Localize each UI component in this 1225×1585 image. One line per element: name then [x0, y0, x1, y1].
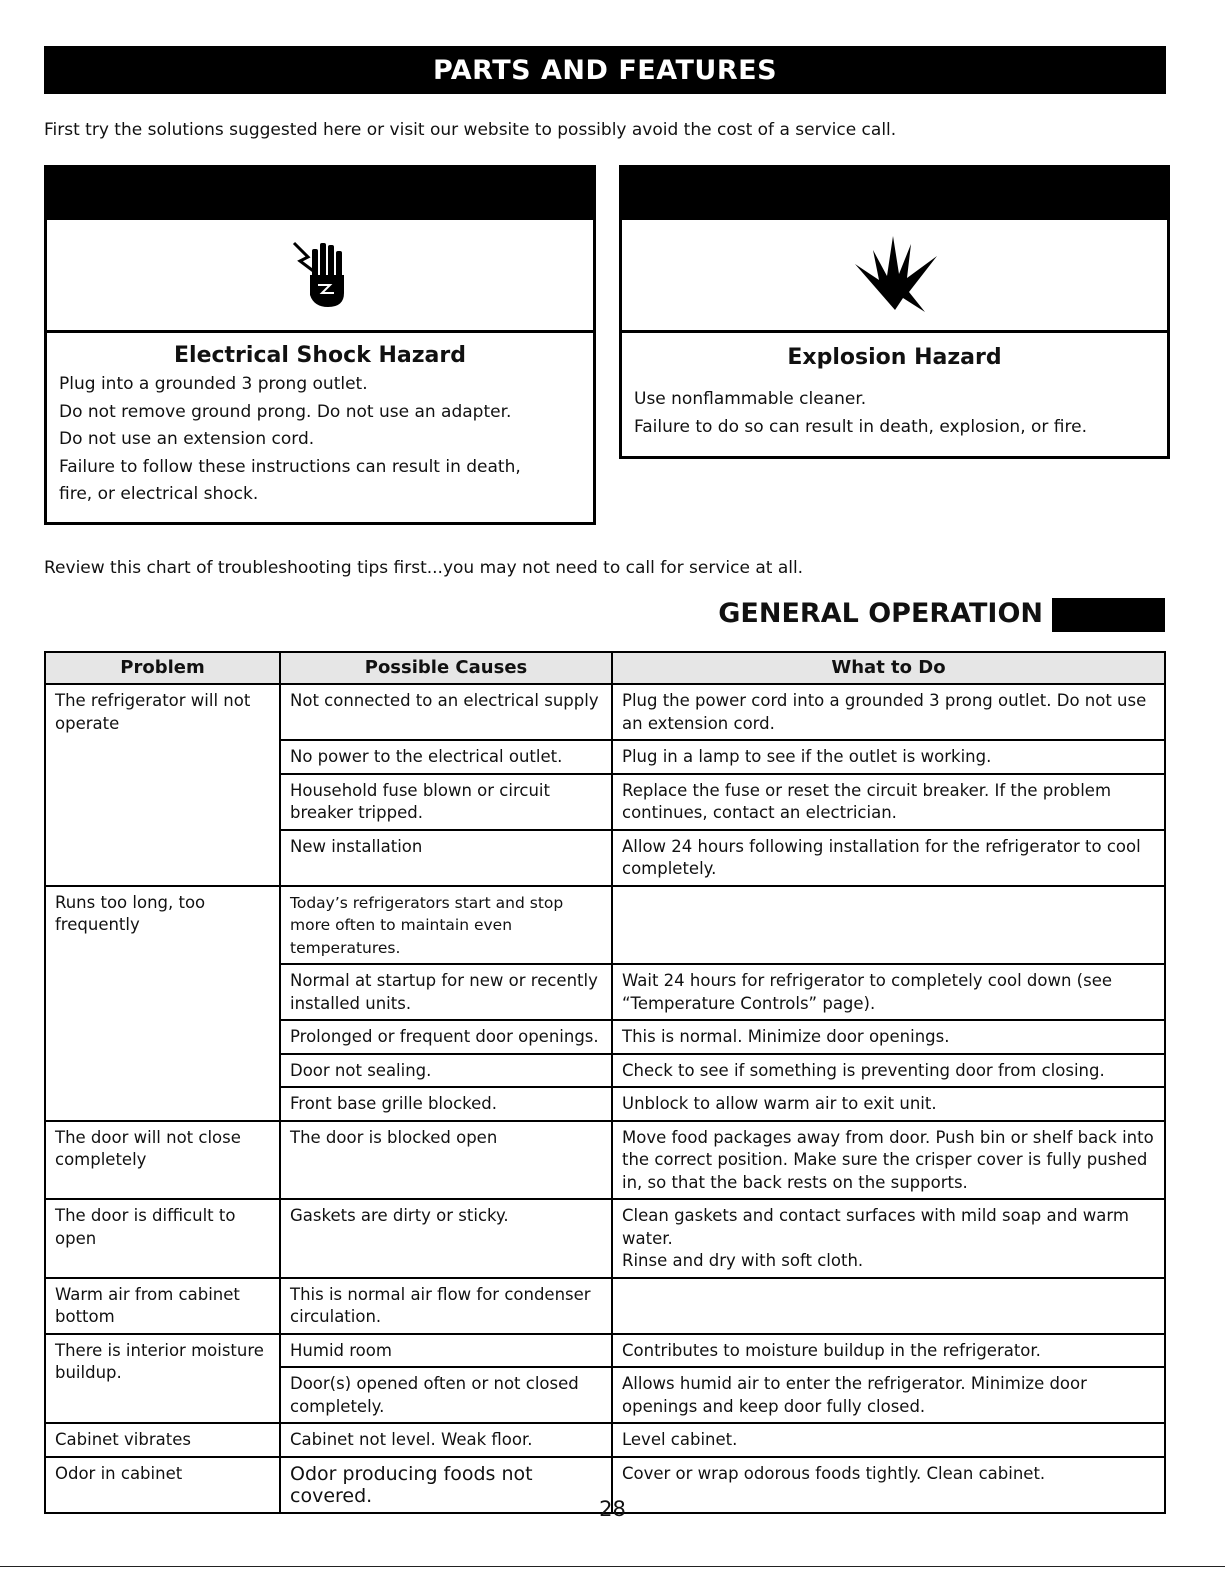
solution-cell: Allows humid air to enter the refrigerator. Minimize door openings and keep door fully closed. — [612, 1367, 1165, 1423]
electrical-shock-hand-icon — [290, 235, 350, 315]
table-row — [45, 1334, 1165, 1368]
table-row — [45, 1121, 1165, 1200]
cause-cell: Normal at startup for new or recently installed units. — [280, 964, 612, 1020]
section-title-bar — [1052, 598, 1165, 632]
problem-cell: Warm air from cabinet bottom — [45, 1278, 280, 1334]
warning-line: fire, or electrical shock. — [59, 484, 259, 504]
problem-cell: The door will not close completely — [45, 1121, 280, 1200]
troubleshooting-table — [44, 651, 1166, 1514]
cause-cell: This is normal air flow for condenser circulation. — [280, 1278, 612, 1334]
solution-cell: This is normal. Minimize door openings. — [612, 1020, 1165, 1054]
review-text: Review this chart of troubleshooting tips first...you may not need to call for service at all. — [44, 558, 804, 578]
table-row — [45, 1278, 1165, 1334]
table-row — [45, 1423, 1165, 1457]
solution-cell: Unblock to allow warm air to exit unit. — [612, 1087, 1165, 1121]
cause-cell: New installation — [280, 830, 612, 886]
problem-cell: Odor in cabinet — [45, 1457, 280, 1513]
warning-line: Failure to do so can result in death, explosion, or fire. — [634, 417, 1087, 437]
cause-cell: The door is blocked open — [280, 1121, 612, 1200]
cause-cell: Odor producing foods not covered. — [280, 1457, 612, 1513]
solution-cell — [612, 886, 1165, 965]
solution-cell — [612, 1278, 1165, 1334]
page-title-bar — [44, 46, 1166, 94]
table-row — [45, 1199, 1165, 1278]
problem-cell: Runs too long, too frequently — [45, 886, 280, 1121]
cause-cell: Humid room — [280, 1334, 612, 1368]
warning-title: Electrical Shock Hazard — [174, 343, 466, 368]
table-header-row — [45, 652, 1165, 684]
problem-cell: The door is difficult to open — [45, 1199, 280, 1278]
problem-cell: There is interior moisture buildup. — [45, 1334, 280, 1424]
solution-cell: Check to see if something is preventing door from closing. — [612, 1054, 1165, 1088]
column-header-problem: Problem — [45, 652, 280, 684]
column-header-what-to-do: What to Do — [612, 652, 1165, 684]
cause-cell: Today’s refrigerators start and stop more often to maintain even temperatures. — [280, 886, 612, 965]
solution-cell: Cover or wrap odorous foods tightly. Clean cabinet. — [612, 1457, 1165, 1513]
solution-cell: Plug in a lamp to see if the outlet is working. — [612, 740, 1165, 774]
warning-line: Do not remove ground prong. Do not use an adapter. — [59, 401, 512, 422]
cause-cell: Gaskets are dirty or sticky. — [280, 1199, 612, 1278]
warning-title: Explosion Hazard — [787, 345, 1002, 370]
page-number: 28 — [599, 1497, 626, 1521]
intro-text: First try the solutions suggested here or visit our website to possibly avoid the cost of a service call. — [44, 120, 897, 140]
problem-cell: Cabinet vibrates — [45, 1423, 280, 1457]
warning-line: Do not use an extension cord. — [59, 429, 315, 449]
solution-cell: Allow 24 hours following installation for the refrigerator to cool completely. — [612, 830, 1165, 886]
solution-cell: Replace the fuse or reset the circuit breaker. If the problem continues, contact an electrician. — [612, 774, 1165, 830]
warning-header-bar — [47, 168, 593, 220]
warning-line: Plug into a grounded 3 prong outlet. — [59, 374, 368, 394]
cause-cell: Front base grille blocked. — [280, 1087, 612, 1121]
cause-cell: No power to the electrical outlet. — [280, 740, 612, 774]
page-title: PARTS AND FEATURES — [432, 54, 778, 86]
section-title: GENERAL OPERATION — [718, 598, 1043, 629]
cause-cell: Door not sealing. — [280, 1054, 612, 1088]
cause-cell: Door(s) opened often or not closed completely. — [280, 1367, 612, 1423]
cause-cell: Cabinet not level. Weak floor. — [280, 1423, 612, 1457]
warning-line: Failure to follow these instructions can result in death, — [59, 456, 521, 477]
warning-electrical-shock — [44, 165, 596, 525]
table-row — [45, 886, 1165, 965]
column-header-causes: Possible Causes — [280, 652, 612, 684]
solution-cell: Level cabinet. — [612, 1423, 1165, 1457]
solution-cell: Move food packages away from door. Push bin or shelf back into the correct position. Make sure the crisper cover is fully pushed in, so that the back rests on the supports. — [612, 1121, 1165, 1200]
explosion-icon — [845, 230, 945, 320]
bottom-rule — [0, 1566, 1225, 1567]
solution-cell: Clean gaskets and contact surfaces with mild soap and warm water. Rinse and dry with soft cloth. — [612, 1199, 1165, 1278]
table-row — [45, 684, 1165, 740]
solution-cell: Contributes to moisture buildup in the refrigerator. — [612, 1334, 1165, 1368]
cause-cell: Prolonged or frequent door openings. — [280, 1020, 612, 1054]
problem-cell: The refrigerator will not operate — [45, 684, 280, 886]
cause-cell: Not connected to an electrical supply — [280, 684, 612, 740]
solution-cell: Wait 24 hours for refrigerator to completely cool down (see “Temperature Controls” page). — [612, 964, 1165, 1020]
warning-explosion — [619, 165, 1170, 459]
cause-cell: Household fuse blown or circuit breaker tripped. — [280, 774, 612, 830]
warning-line: Use nonflammable cleaner. — [634, 389, 867, 409]
warning-header-bar — [622, 168, 1167, 220]
solution-cell: Plug the power cord into a grounded 3 prong outlet. Do not use an extension cord. — [612, 684, 1165, 740]
